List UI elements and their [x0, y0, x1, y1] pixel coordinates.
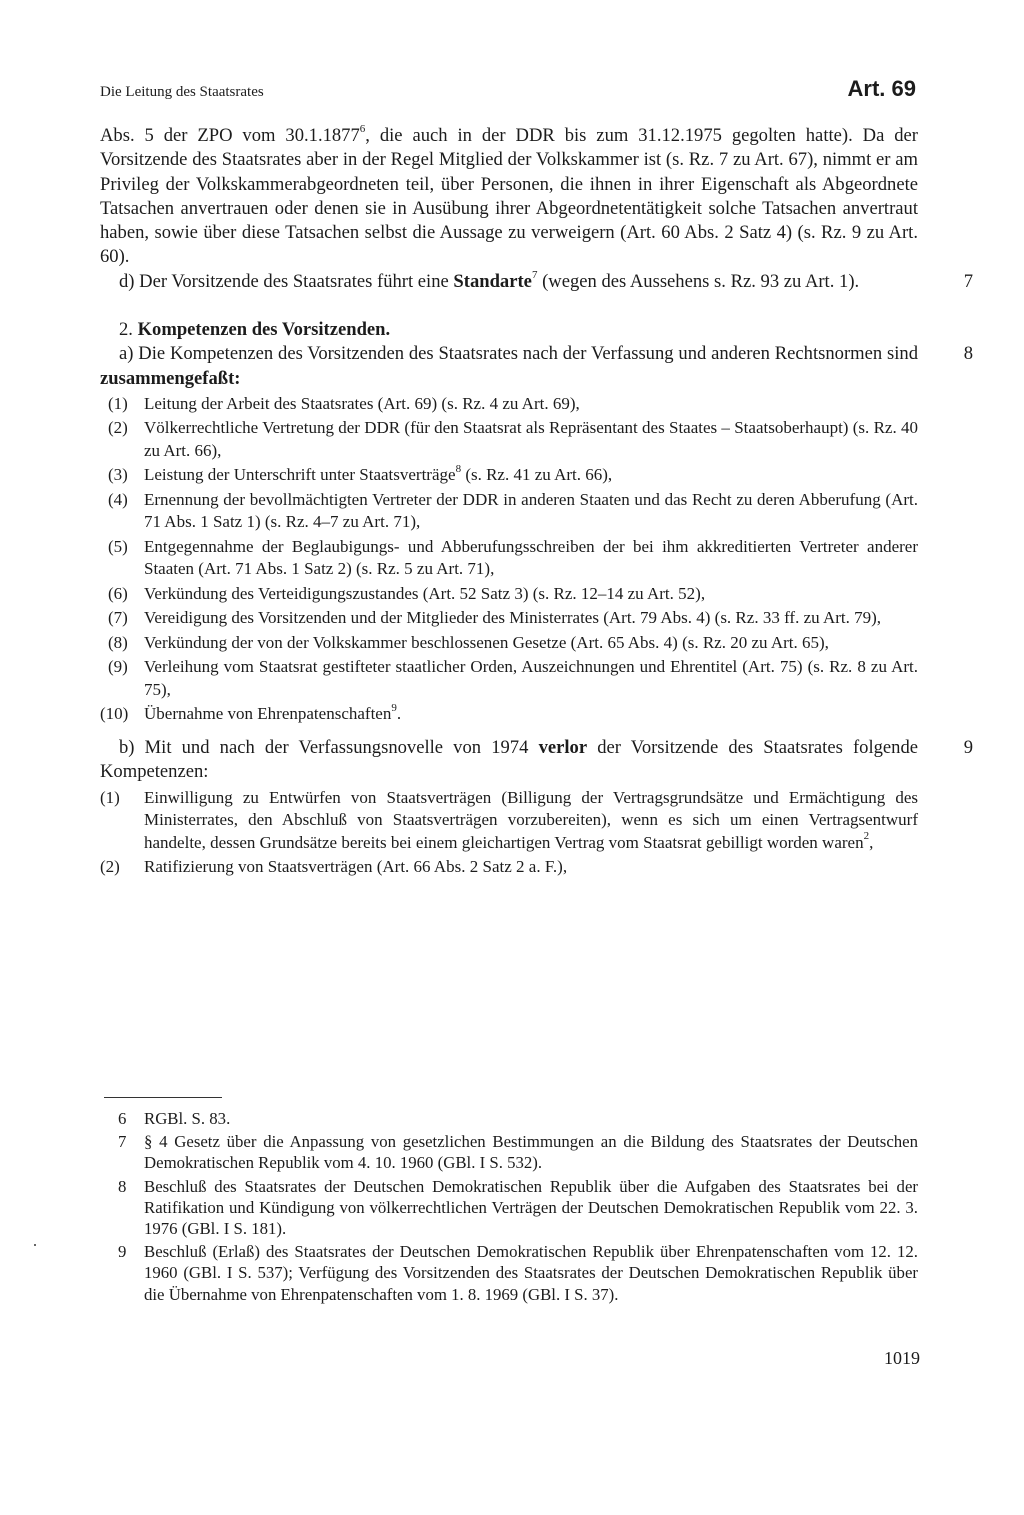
footnote-ref-8: 8 — [455, 462, 462, 475]
footnote: 9 Beschluß (Erlaß) des Staatsrates der Deutschen Demokratischen Republik über Ehrenpatenschaften vom 12. 12. 1960 (GBl. I S. 537); Verfügung des Vorsitzenden des Staatsrates der Deutschen Demokratischen Republik über die Übernahme von Ehrenpatenschaften vom 1. 8. 1969 (GBl. I S. 37). — [118, 1242, 918, 1304]
paragraph-verlor: b) Mit und nach der Verfassungsnovelle von 1974 verlor der Vorsitzende des Staatsrates folgende Kompetenzen: 9 — [100, 736, 973, 783]
footnote: 8 Beschluß des Staatsrates der Deutschen Demokratischen Republik über die Aufgaben des Staatsrates bei der Ratifikation und Kündigung von völkerrechtlichen Verträgen der Deutschen Demokratischen Republik vom 22. 3. 1976 (GBl. I S. 181). — [118, 1176, 918, 1239]
list-item: (1) Einwilligung zu Entwürfen von Staatsverträgen (Billigung der Vertragsgrundsätze und Ermächtigung des Ministerrates, den Abschluß von Staatsverträgen vorzubereiten), wenn es sich um einen Vertragsentwurf handelte, dessen Grundsätze bereits bei einem gleichartigen Vertrag vom Staatsrat gebilligt worden waren$^2$, — [100, 787, 918, 852]
paragraph-standarte: d) Der Vorsitzende des Staatsrates führt eine Standarte$^7$ (wegen des Aussehens s. Rz. 93 zu Art. 1). 7 — [100, 270, 918, 294]
term-standarte: Standarte — [453, 270, 532, 292]
list-item: (8) Verkündung der von der Volkskammer beschlossenen Gesetze (Art. 65 Abs. 4) (s. Rz. 20 zu Art. 65), — [108, 632, 829, 652]
main-text — [100, 122, 973, 881]
scan-speck — [34, 1244, 36, 1246]
section-heading: 2. Kompetenzen des Vorsitzenden. — [119, 319, 391, 341]
footnote-ref-2: 2 — [863, 829, 870, 842]
list-item: (7) Vereidigung des Vorsitzenden und der Mitglieder des Ministerrates (Art. 79 Abs. 4) (s. Rz. 33 ff. zu Art. 79), — [108, 608, 882, 628]
list-item: (1) Leitung der Arbeit des Staatsrates (Art. 69) (s. Rz. 4 zu Art. 69), — [108, 393, 580, 413]
list-item: (3) Leistung der Unterschrift unter Staatsverträge$^8$ (s. Rz. 41 zu Art. 66), — [108, 462, 613, 485]
competence-list — [100, 393, 918, 726]
list-item: (2) Ratifizierung von Staatsverträgen (Art. 66 Abs. 2 Satz 2 a. F.), — [100, 857, 568, 877]
list-item: (5) Entgegennahme der Beglaubigungs- und Abberufungsschreiben der bei ihm akkreditierten Vertreter anderer Staaten (Art. 71 Abs. 1 Satz 2) (s. Rz. 5 zu Art. 71), — [108, 536, 918, 579]
footnote-ref-9: 9 — [391, 701, 397, 714]
footnote-ref-7: 7 — [531, 268, 538, 281]
footnotes — [118, 1108, 918, 1307]
lost-competence-list — [100, 787, 918, 879]
running-title: Die Leitung des Staatsrates — [100, 84, 264, 100]
list-item: (10) Übernahme von Ehrenpatenschaften$^9$. — [100, 701, 402, 724]
footnote-divider — [104, 1097, 222, 1098]
list-item: (9) Verleihung vom Staatsrat gestifteter staatlicher Orden, Auszeichnungen und Ehrentitel (Art. 75) (s. Rz. 8 zu Art. 75), — [108, 657, 918, 699]
list-item: (6) Verkündung des Verteidigungszustandes (Art. 52 Satz 3) (s. Rz. 12–14 zu Art. 52), — [108, 583, 706, 603]
margin-number-8: 8 — [963, 343, 973, 365]
paragraph-kompetenzen: a) Die Kompetenzen des Vorsitzenden des Staatsrates nach der Verfassung und anderen Rechtsnormen sind zusammengefaßt: 8 — [100, 343, 973, 389]
margin-number-9: 9 — [963, 736, 973, 758]
list-item: (4) Ernennung der bevollmächtigten Vertreter der DDR in anderen Staaten und das Recht zu deren Abberufung (Art. 71 Abs. 1 Satz 1) (s. Rz. 4–7 zu Art. 71), — [108, 489, 918, 532]
term-zusammengefasst: zusammengefaßt: — [100, 367, 241, 389]
footnote: 6 RGBl. S. 83. — [118, 1109, 231, 1128]
page-number: 1019 — [884, 1348, 920, 1368]
article-label: Art. 69 — [847, 76, 916, 101]
footnote-ref-6: 6 — [359, 122, 366, 135]
paragraph-continued: Abs. 5 der ZPO vom 30.1.1877$^6$, die auch in der DDR bis zum 31.12.1975 gegolten hatte). Da der Vorsitzende des Staatsrates aber in der Regel Mitglied der Volkskammer ist (s. Rz. 7 zu Art. 67), nimmt er am Privileg der Volkskammerabgeordneten teil, über Personen, die ihnen in ihrer Eigenschaft als Abgeordnete Tatsachen anvertrauen oder denen sie in Ausübung ihrer Abgeordnetentätigkeit solche Tatsachen anvertraut haben, sowie über diese Tatsachen selbst die Aussage zu verweigern (Art. 60 Abs. 2 Satz 4) (s. Rz. 9 zu Art. 60). — [100, 122, 918, 268]
footnote: 7 § 4 Gesetz über die Anpassung von gesetzlichen Bestimmungen an die Bildung des Staatsrates der Deutschen Demokratischen Republik vom 4. 10. 1960 (GBl. I S. 532). — [118, 1132, 918, 1173]
list-item: (2) Völkerrechtliche Vertretung der DDR (für den Staatsrat als Repräsentant des Staates – Staatsoberhaupt) (s. Rz. 40 zu Art. 66), — [108, 418, 918, 460]
margin-number-7: 7 — [963, 270, 973, 292]
term-verlor: verlor — [538, 736, 588, 758]
